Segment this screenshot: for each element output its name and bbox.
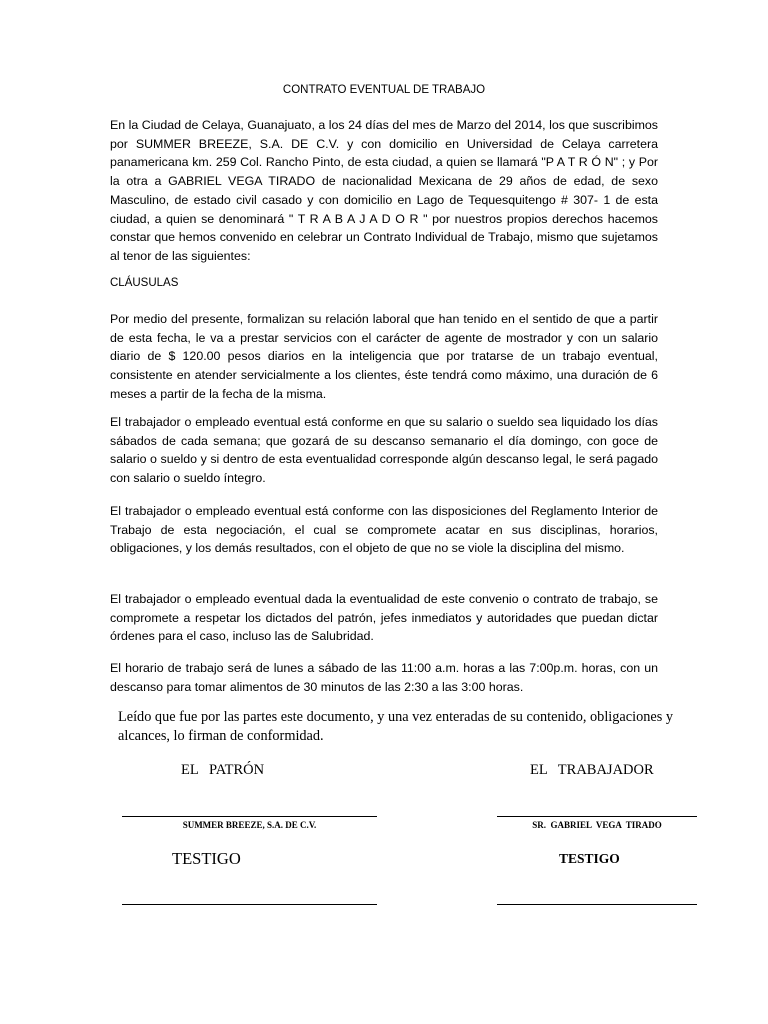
witness-right-label: TESTIGO xyxy=(559,851,620,866)
document-title: CONTRATO EVENTUAL DE TRABAJO xyxy=(282,84,486,96)
patron-name: SUMMER BREEZE, S.A. DE C.V. xyxy=(182,820,317,830)
witness-left-label: TESTIGO xyxy=(172,849,241,868)
witness-right-signature-line xyxy=(497,904,697,905)
clause-paragraph: El horario de trabajo será de lunes a sábado de las 11:00 a.m. horas a las 7:00p.m. horas, con un descanso para tomar alimentos de 30 minutos de las 2:30 a las 3:00 horas. xyxy=(110,661,658,694)
closing-statement: Leído que fue por las partes este documento, y una vez enteradas de su contenido, obligaciones y alcances, lo firman de conformidad. xyxy=(118,709,674,744)
clause-paragraph: El trabajador o empleado eventual dada la eventualidad de este convenio o contrato de trabajo, se compromete a respetar los dictados del patrón, jefes inmediatos y autoridades que puedan dictar órdenes para el caso, incluso las de Salubridad. xyxy=(110,592,658,644)
clause-paragraph: Por medio del presente, formalizan su relación laboral que han tenido en el sentido de que a partir de esta fecha, le va a prestar servicios con el carácter de agente de mostrador y con un salario diario de $ 120.00 pesos diarios en la inteligencia que por tratarse de un trabajo eventual, consistente en atender servicialmente a los clientes, éste tendrá como máximo, una duración de 6 meses a partir de la fecha de la misma. xyxy=(110,312,658,401)
patron-signature-label: EL PATRÓN xyxy=(181,762,265,778)
witness-left-signature-line xyxy=(122,904,377,905)
trabajador-name: SR. GABRIEL VEGA TIRADO xyxy=(532,820,662,830)
trabajador-signature-line xyxy=(497,816,697,817)
clausulas-heading: CLÁUSULAS xyxy=(110,277,179,289)
clause-paragraph: El trabajador o empleado eventual está conforme en que su salario o sueldo sea liquidado los días sábados de cada semana; que gozará de su descanso semanario el día domingo, con goce de salario o sueldo y si dentro de esta eventualidad corresponde algún descanso legal, le será pagado con salario o sueldo íntegro. xyxy=(110,415,658,486)
intro-paragraph: En la Ciudad de Celaya, Guanajuato, a los 24 días del mes de Marzo del 2014, los que suscribimos por SUMMER BREEZE, S.A. DE C.V. y con domicilio en Universidad de Celaya carretera panamericana km. 259 Col. Rancho Pinto, de esta ciudad, a quien se llamará "P A T R Ó N" ; y Por la otra a GABRIEL VEGA TIRADO de nacionalidad Mexicana de 29 años de edad, de sexo Masculino, de estado civil casado y con domicilio en Lago de Tequesquitengo # 307- 1 de esta ciudad, a quien se denominará " T R A B A J A D O R " por nuestros propios derechos hacemos constar que hemos convenido en celebrar un Contrato Individual de Trabajo, mismo que sujetamos al tenor de las siguientes: xyxy=(110,118,658,263)
trabajador-signature-label: EL TRABAJADOR xyxy=(530,762,654,778)
patron-signature-line xyxy=(122,816,377,817)
clause-paragraph: El trabajador o empleado eventual está conforme con las disposiciones del Reglamento Interior de Trabajo de esta negociación, el cual se compromete acatar en sus disciplinas, horarios, obligaciones, y los demás resultados, con el objeto de que no se viole la disciplina del mismo. xyxy=(110,504,658,556)
